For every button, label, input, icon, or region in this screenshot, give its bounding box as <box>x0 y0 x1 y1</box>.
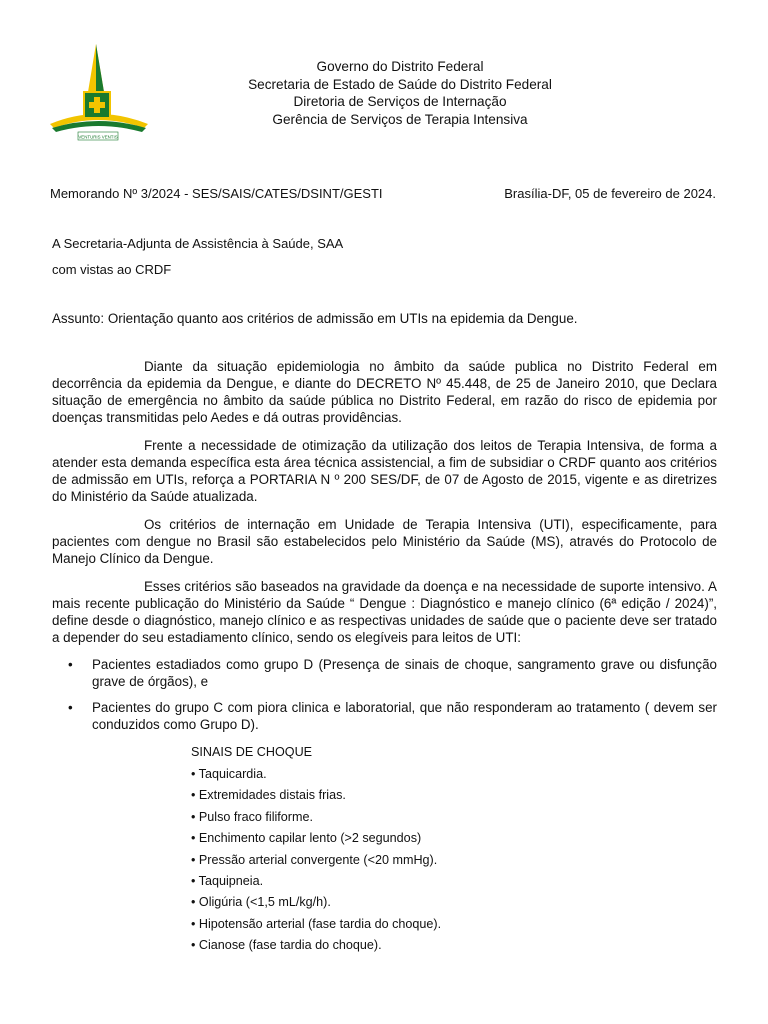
memo-date: Brasília-DF, 05 de fevereiro de 2024. <box>504 186 716 201</box>
bullet-icon: • <box>68 657 73 672</box>
paragraph: Frente a necessidade de otimização da utilização dos leitos de Terapia Intensiva, de forma a atender esta demanda específica esta área técnica assistencial, a fim de subsidiar o CRDF quanto aos critérios de admissão em UTIs, reforça a PORTARIA N º 200 SES/DF, de 07 de Agosto de 2015, vigente e as diretrizes do Ministério da Saúde atualizada. <box>52 438 717 504</box>
letterhead <box>180 58 620 128</box>
shock-sign-item: • Cianose (fase tardia do choque). <box>191 938 382 953</box>
list-item <box>52 656 717 690</box>
memo-reference-line <box>50 186 716 201</box>
bullet-icon: • <box>68 700 73 715</box>
header-line-government: Governo do Distrito Federal <box>316 59 484 74</box>
list-item-text: Pacientes estadiados como grupo D (Presença de sinais de choque, sangramento grave ou disfunção grave de órgãos), e <box>92 657 717 689</box>
shock-sign-item: • Oligúria (<1,5 mL/kg/h). <box>191 895 331 910</box>
shock-signs-list <box>191 745 441 957</box>
uti-eligibility-list <box>52 656 717 742</box>
shock-sign-item: • Hipotensão arterial (fase tardia do choque). <box>191 916 442 931</box>
df-coat-of-arms-logo <box>48 42 150 142</box>
header-line-management: Gerência de Serviços de Terapia Intensiva <box>272 111 528 127</box>
logo-cross-h <box>89 102 105 108</box>
paragraph: Diante da situação epidemiologia no âmbito da saúde publica no Distrito Federal em decorrência da epidemia da Dengue, e diante do DECRETO Nº 45.448, de 25 de Janeiro 2010, que Declara situação de emergência no âmbito da saúde pública no Distrito Federal, em razão do risco de epidemia por doenças transmitidas pelo Aedes e dá outras providências. <box>52 359 717 425</box>
memo-number: Memorando Nº 3/2024 - SES/SAIS/CATES/DSINT/GESTI <box>50 186 383 201</box>
header-line-secretariat: Secretaria de Estado de Saúde do Distrito Federal <box>248 76 552 92</box>
shock-sign-item: • Enchimento capilar lento (>2 segundos) <box>191 831 422 846</box>
memo-subject: Assunto: Orientação quanto aos critérios de admissão em UTIs na epidemia da Dengue. <box>52 311 578 326</box>
list-item-text: Pacientes do grupo C com piora clinica e laboratorial, que não responderam ao tratamento ( devem ser conduzidos como Grupo D). <box>92 700 717 732</box>
paragraph: Esses critérios são baseados na gravidade da doença e na necessidade de suporte intensivo. A mais recente publicação do Ministério da Saúde “ Dengue : Diagnóstico e manejo clínico (6ª edição / 2024)”, define desde o diagnóstico, manejo clínico e as respectivas unidades de saúde que o paciente deve ser tratado a depender do seu estadiamento clínico, sendo os elegíveis para leitos de UTI: <box>52 579 717 645</box>
shock-sign-item: • Pulso fraco filiforme. <box>191 809 313 824</box>
shock-sign-item: • Pressão arterial convergente (<20 mmHg). <box>191 852 438 867</box>
list-item <box>52 699 717 733</box>
shock-sign-item: • Extremidades distais frias. <box>191 788 346 803</box>
shock-sign-item: • Taquicardia. <box>191 767 267 781</box>
shock-sign-item: • Taquipneia. <box>191 873 264 888</box>
recipient-line-2: com vistas ao CRDF <box>52 262 172 277</box>
header-line-directorate: Diretoria de Serviços de Internação <box>293 94 507 109</box>
shock-signs-title: SINAIS DE CHOQUE <box>191 745 313 759</box>
recipient-line-1: A Secretaria-Adjunta de Assistência à Saúde, SAA <box>52 236 344 251</box>
memo-body <box>52 358 717 657</box>
logo-motto: VENTURIS VENTIS <box>78 134 118 140</box>
paragraph: Os critérios de internação em Unidade de Terapia Intensiva (UTI), especificamente, para pacientes com dengue no Brasil são estabelecidos pelo Ministério da Saúde (MS), através do Protocolo de Manejo Clínico da Dengue. <box>52 517 717 566</box>
